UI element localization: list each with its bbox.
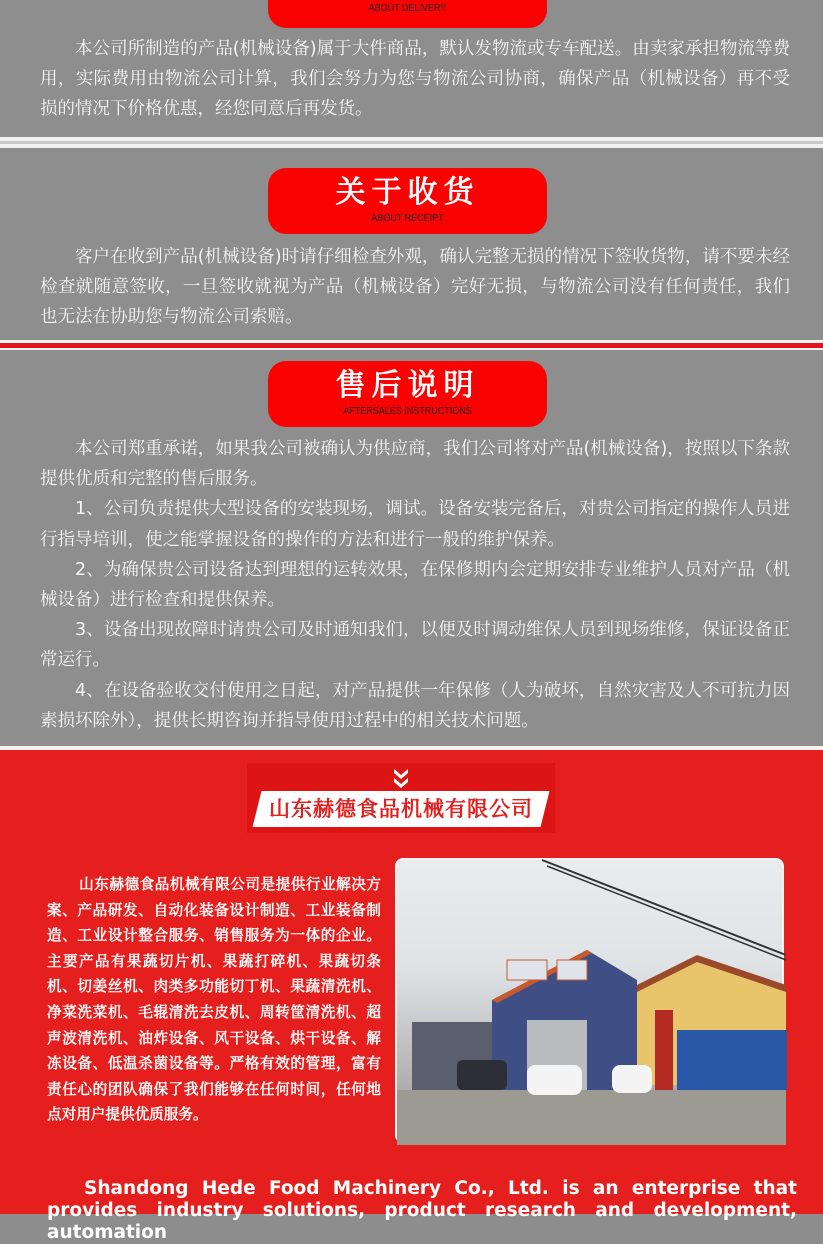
aftersales-item-4: 4、在设备验收交付使用之日起，对产品提供一年保修（人为破坏，自然灾害及人不可抗力因素损坏除外），提供长期咨询并指导使用过程中的相关技术问题。 xyxy=(40,680,790,731)
receipt-text xyxy=(40,242,790,333)
receipt-title-cn: 关于收货 xyxy=(335,175,480,210)
company-name: 山东赫德食品机械有限公司 xyxy=(269,797,533,821)
company-banner xyxy=(247,763,555,833)
aftersales-text xyxy=(40,434,790,736)
chevron-down-icon xyxy=(247,767,555,792)
receipt-title-en: ABOUT RECEIPT xyxy=(371,213,444,224)
delivery-title-en: ABOUT DELIVERY xyxy=(368,3,447,14)
delivery-paragraph: 本公司所制造的产品(机械设备)属于大件商品，默认发物流或专车配送。由卖家承担物流等费用，实际费用由物流公司计算，我们会努力为您与物流公司协商，确保产品（机械设备）再不受损的情况下价格优惠，经您同意后再发货。 xyxy=(40,39,790,120)
company-intro-text: 山东赫德食品机械有限公司是提供行业解决方案、产品研发、自动化装备设计制造、工业装备制造、工业设计整合服务、销售服务为一体的企业。主要产品有果蔬切片机、果蔬打碎机、果蔬切条机、切姜丝机、肉类多功能切丁机、果蔬清洗机、净菜洗菜机、毛辊清洗去皮机、周转筐清洗机、超声波清洗机、油炸设备、风干设备、烘干设备、解冻设备、低温杀菌设备等。严格有效的管理，富有责任心的团队确保了我们能够在任何时间，任何地点对用户提供优质服务。 xyxy=(47,876,381,1124)
receipt-paragraph: 客户在收到产品(机械设备)时请仔细检查外观，确认完整无损的情况下签收货物，请不要未经检查就随意签收，一旦签收就视为产品（机械设备）完好无损，与物流公司没有任何责任，我们也无法在协助您与物流公司索赔。 xyxy=(40,247,790,328)
company-section xyxy=(0,750,823,1243)
divider xyxy=(0,135,823,150)
aftersales-section xyxy=(0,352,823,746)
aftersales-item-1: 1、公司负责提供大型设备的安装现场，调试。设备安装完备后，对贵公司指定的操作人员进行指导培训，使之能掌握设备的操作的方法和进行一般的维护保养。 xyxy=(40,499,790,550)
factory-image xyxy=(397,860,786,1145)
receipt-section xyxy=(0,150,823,340)
company-name-plate xyxy=(253,791,550,827)
factory-photo xyxy=(395,858,784,1143)
company-intro-en xyxy=(47,1178,797,1244)
receipt-badge xyxy=(268,168,547,234)
delivery-text xyxy=(40,34,790,125)
aftersales-badge xyxy=(268,361,547,427)
divider xyxy=(0,340,823,352)
delivery-badge xyxy=(268,0,547,28)
aftersales-title-cn: 售后说明 xyxy=(335,368,480,403)
aftersales-title-en: AFTERSALES INSTRUCTIONS xyxy=(343,406,472,417)
aftersales-paragraph: 本公司郑重承诺，如果我公司被确认为供应商，我们公司将对产品(机械设备)，按照以下条款提供优质和完整的售后服务。 xyxy=(40,439,790,490)
company-intro-en-text: Shandong Hede Food Machinery Co., Ltd. is an enterprise that provides industry solutions, product research and development, automation xyxy=(47,1178,797,1243)
aftersales-item-2: 2、为确保贵公司设备达到理想的运转效果，在保修期内会定期安排专业维护人员对产品（机械设备）进行检查和提供保养。 xyxy=(40,559,790,611)
aftersales-item-3: 3、设备出现故障时请贵公司及时通知我们，以便及时调动维保人员到现场维修，保证设备正常运行。 xyxy=(40,620,790,671)
company-intro xyxy=(47,872,381,1128)
delivery-section xyxy=(0,0,823,135)
